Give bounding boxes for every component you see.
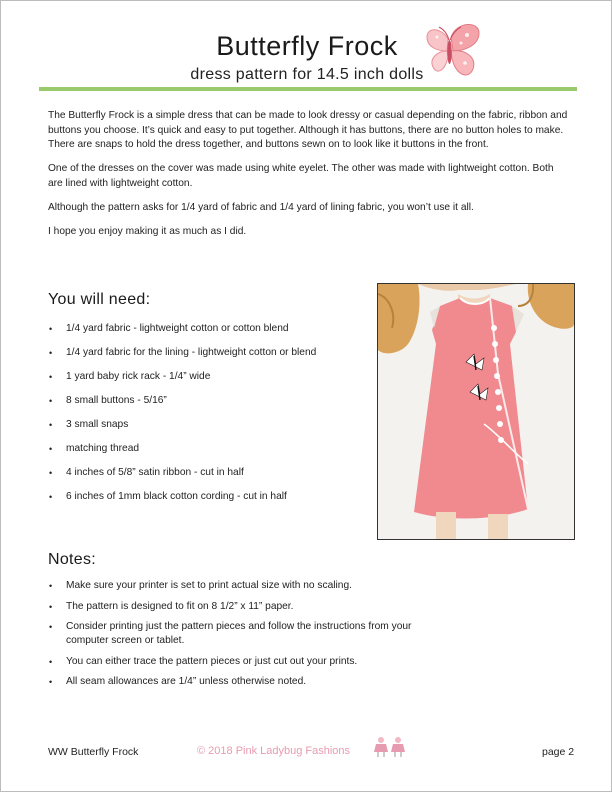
list-item: • 1/4 yard fabric - lightweight cotton or cotton blend bbox=[48, 322, 316, 346]
list-item: • Make sure your printer is set to print actual size with no scaling. bbox=[48, 579, 426, 593]
intro-text bbox=[48, 109, 568, 249]
intro-paragraph: Although the pattern asks for 1/4 yard of fabric and 1/4 yard of lining fabric, you won’t use it all. bbox=[48, 201, 474, 213]
intro-paragraph: I hope you enjoy making it as much as I did. bbox=[48, 226, 247, 238]
footer-document-name: WW Butterfly Frock bbox=[48, 746, 139, 758]
list-item: • 8 small buttons - 5/16” bbox=[48, 394, 316, 418]
list-item: • All seam allowances are 1/4” unless otherwise noted. bbox=[48, 675, 426, 689]
page-title: Butterfly Frock bbox=[216, 31, 398, 61]
notes-list bbox=[48, 579, 426, 696]
list-item: • Consider printing just the pattern pieces and follow the instructions from your computer screen or tablet. bbox=[48, 620, 426, 648]
list-item: • matching thread bbox=[48, 442, 316, 466]
footer-copyright: © 2018 Pink Ladybug Fashions bbox=[197, 745, 351, 757]
list-item: • 4 inches of 5/8” satin ribbon - cut in half bbox=[48, 466, 316, 490]
list-item: • 6 inches of 1mm black cotton cording - cut in half bbox=[48, 490, 316, 514]
ladybug-logo-icon bbox=[372, 736, 408, 758]
page-subtitle: dress pattern for 14.5 inch dolls bbox=[190, 66, 424, 83]
notes-heading: Notes: bbox=[48, 551, 97, 568]
intro-paragraph: The Butterfly Frock is a simple dress that can be made to look dressy or casual depending on the fabric, ribbon and buttons you choose. It’s quick and easy to put together. Although it has buttons, there are no button holes to make. There are snaps to hold the dress together, and buttons sewn on to look like it buttons in the front. bbox=[48, 110, 568, 151]
intro-paragraph: One of the dresses on the cover was made using white eyelet. The other was made with lightweight cotton. Both are lined with lightweight cotton. bbox=[48, 163, 554, 189]
title-divider bbox=[39, 87, 577, 91]
list-item: • You can either trace the pattern pieces or just cut out your prints. bbox=[48, 655, 426, 669]
supplies-list bbox=[48, 322, 316, 514]
supplies-heading: You will need: bbox=[48, 291, 151, 308]
list-item: • The pattern is designed to fit on 8 1/2” x 11” paper. bbox=[48, 600, 426, 614]
list-item: • 1 yard baby rick rack - 1/4” wide bbox=[48, 370, 316, 394]
dress-photo bbox=[377, 283, 575, 540]
list-item: • 1/4 yard fabric for the lining - lightweight cotton or blend bbox=[48, 346, 316, 370]
page-number: page 2 bbox=[542, 746, 575, 758]
list-item: • 3 small snaps bbox=[48, 418, 316, 442]
